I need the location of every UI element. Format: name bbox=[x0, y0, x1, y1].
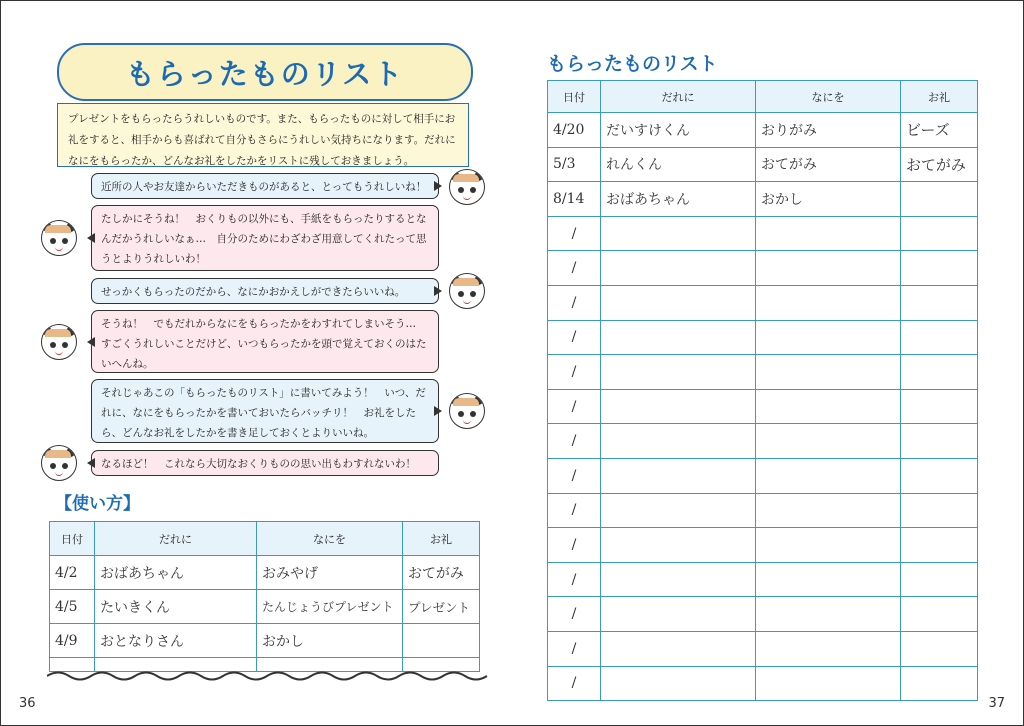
panda-character-icon bbox=[41, 445, 77, 481]
table-cell bbox=[601, 216, 756, 251]
column-header-what: なにを bbox=[257, 522, 403, 556]
table-cell: / bbox=[548, 597, 601, 632]
column-header-what: なにを bbox=[756, 81, 901, 113]
table-cell: / bbox=[548, 631, 601, 666]
dialogue-bubble-2: たしかにそうね！ おくりもの以外にも、手紙をもらったりするとなんだかうれしいなぁ… 自分のためにわざわざ用意してくれたって思うとよりうれしいわ！ bbox=[91, 205, 439, 271]
table-cell bbox=[756, 666, 901, 701]
table-cell bbox=[601, 389, 756, 424]
table-cell bbox=[601, 424, 756, 459]
table-cell bbox=[901, 666, 978, 701]
table-row bbox=[548, 355, 978, 390]
table-cell bbox=[601, 666, 756, 701]
table-cell: プレゼント bbox=[403, 590, 480, 624]
page-title-banner bbox=[57, 43, 473, 101]
table-row bbox=[548, 285, 978, 320]
table-cell bbox=[901, 631, 978, 666]
table-cell bbox=[601, 320, 756, 355]
torn-edge-wave bbox=[47, 669, 491, 683]
panda-character-icon bbox=[41, 324, 77, 360]
table-cell: 4/20 bbox=[548, 113, 601, 148]
table-cell: だいすけくん bbox=[601, 113, 756, 148]
table-cell: / bbox=[548, 493, 601, 528]
table-cell bbox=[756, 216, 901, 251]
column-header-who: だれに bbox=[601, 81, 756, 113]
table-cell bbox=[756, 528, 901, 563]
table-cell: / bbox=[548, 666, 601, 701]
dialogue-bubble-5: それじゃあこの「もらったものリスト」に書いてみよう！ いつ、だれに、なにをもらったかを書いておいたらバッチリ！ お礼をしたら、どんなお礼をしたかを書き足しておくとよりいいね。 bbox=[91, 379, 439, 443]
table-cell bbox=[756, 285, 901, 320]
table-cell bbox=[601, 355, 756, 390]
table-cell: おみやげ bbox=[257, 556, 403, 590]
table-row bbox=[548, 458, 978, 493]
table-cell: 5/3 bbox=[548, 147, 601, 182]
table-cell bbox=[756, 355, 901, 390]
gift-list-table bbox=[547, 80, 978, 701]
table-row bbox=[548, 493, 978, 528]
table-cell: / bbox=[548, 389, 601, 424]
table-cell: / bbox=[548, 355, 601, 390]
table-cell bbox=[901, 216, 978, 251]
table-cell bbox=[901, 182, 978, 217]
table-row bbox=[548, 182, 978, 217]
table-cell bbox=[756, 458, 901, 493]
table-cell bbox=[901, 320, 978, 355]
table-cell bbox=[403, 624, 480, 658]
table-cell bbox=[901, 285, 978, 320]
column-header-thanks: お礼 bbox=[901, 81, 978, 113]
table-cell bbox=[901, 424, 978, 459]
table-cell: / bbox=[548, 458, 601, 493]
table-cell: ビーズ bbox=[901, 113, 978, 148]
table-cell: おてがみ bbox=[901, 147, 978, 182]
table-cell: 4/5 bbox=[50, 590, 95, 624]
table-cell bbox=[601, 285, 756, 320]
table-row bbox=[548, 528, 978, 563]
table-cell: おかし bbox=[756, 182, 901, 217]
column-header-date: 日付 bbox=[50, 522, 95, 556]
table-cell: れんくん bbox=[601, 147, 756, 182]
table-cell bbox=[901, 562, 978, 597]
column-header-thanks: お礼 bbox=[403, 522, 480, 556]
dialogue-bubble-1: 近所の人やお友達からいただきものがあると、とってもうれしいね！ bbox=[91, 173, 439, 199]
page-number-left: 36 bbox=[19, 696, 36, 711]
table-cell: たいきくん bbox=[95, 590, 257, 624]
table-cell: / bbox=[548, 562, 601, 597]
column-header-who: だれに bbox=[95, 522, 257, 556]
table-cell: おかし bbox=[257, 624, 403, 658]
table-row bbox=[548, 562, 978, 597]
table-cell bbox=[601, 562, 756, 597]
table-cell: / bbox=[548, 528, 601, 563]
table-row bbox=[548, 216, 978, 251]
panda-character-icon bbox=[41, 220, 77, 256]
table-cell bbox=[756, 389, 901, 424]
list-title: もらったものリスト bbox=[547, 53, 718, 75]
table-cell bbox=[901, 355, 978, 390]
table-cell bbox=[901, 528, 978, 563]
panda-character-icon bbox=[449, 169, 485, 205]
table-cell bbox=[601, 631, 756, 666]
table-cell: おばあちゃん bbox=[95, 556, 257, 590]
table-cell bbox=[756, 493, 901, 528]
table-cell bbox=[756, 562, 901, 597]
table-cell bbox=[601, 528, 756, 563]
page-number-right: 37 bbox=[988, 696, 1005, 711]
table-cell bbox=[601, 458, 756, 493]
table-cell: 4/2 bbox=[50, 556, 95, 590]
table-cell: / bbox=[548, 285, 601, 320]
table-cell: おてがみ bbox=[756, 147, 901, 182]
table-cell: おばあちゃん bbox=[601, 182, 756, 217]
column-header-date: 日付 bbox=[548, 81, 601, 113]
table-cell bbox=[756, 251, 901, 286]
table-cell bbox=[601, 251, 756, 286]
table-row bbox=[548, 320, 978, 355]
table-cell bbox=[901, 389, 978, 424]
table-row bbox=[548, 631, 978, 666]
page-title: もらったものリスト bbox=[125, 56, 405, 91]
table-cell bbox=[601, 493, 756, 528]
table-cell: / bbox=[548, 320, 601, 355]
table-cell bbox=[756, 597, 901, 632]
table-cell: / bbox=[548, 424, 601, 459]
table-cell bbox=[756, 320, 901, 355]
table-cell: おとなりさん bbox=[95, 624, 257, 658]
dialogue-bubble-4: そうね！ でもだれからなにをもらったかをわすれてしまいそう… すごくうれしいことだけど、いつもらったかを頭で覚えておくのはたいへんね。 bbox=[91, 310, 439, 373]
table-cell bbox=[901, 251, 978, 286]
table-cell: 4/9 bbox=[50, 624, 95, 658]
table-cell: 8/14 bbox=[548, 182, 601, 217]
table-cell bbox=[901, 597, 978, 632]
table-cell bbox=[756, 631, 901, 666]
dialogue-bubble-6: なるほど！ これなら大切なおくりものの思い出もわすれないわ！ bbox=[91, 450, 439, 476]
howto-heading: 【使い方】 bbox=[55, 494, 140, 514]
table-row bbox=[548, 389, 978, 424]
table-row bbox=[548, 424, 978, 459]
table-cell: / bbox=[548, 251, 601, 286]
table-cell bbox=[901, 493, 978, 528]
panda-character-icon bbox=[449, 393, 485, 429]
table-cell: おてがみ bbox=[403, 556, 480, 590]
table-row bbox=[548, 251, 978, 286]
table-row bbox=[50, 590, 480, 624]
table-row bbox=[548, 666, 978, 701]
table-row bbox=[548, 597, 978, 632]
table-cell: おりがみ bbox=[756, 113, 901, 148]
table-cell bbox=[601, 597, 756, 632]
table-row bbox=[548, 147, 978, 182]
intro-text: プレゼントをもらったらうれしいものです。また、もらったものに対して相手にお礼をすると、相手からも喜ばれて自分もさらにうれしい気持ちになります。だれになにをもらったか、どんなお礼をしたかをリストに残しておきましょう。 bbox=[57, 103, 469, 167]
table-row bbox=[548, 113, 978, 148]
table-row bbox=[50, 556, 480, 590]
table-cell: たんじょうびプレゼント bbox=[257, 590, 403, 624]
table-cell: / bbox=[548, 216, 601, 251]
dialogue-bubble-3: せっかくもらったのだから、なにかおかえしができたらいいね。 bbox=[91, 278, 439, 304]
table-cell bbox=[756, 424, 901, 459]
table-cell bbox=[901, 458, 978, 493]
table-row bbox=[50, 624, 480, 658]
panda-character-icon bbox=[449, 273, 485, 309]
example-table bbox=[49, 521, 480, 672]
